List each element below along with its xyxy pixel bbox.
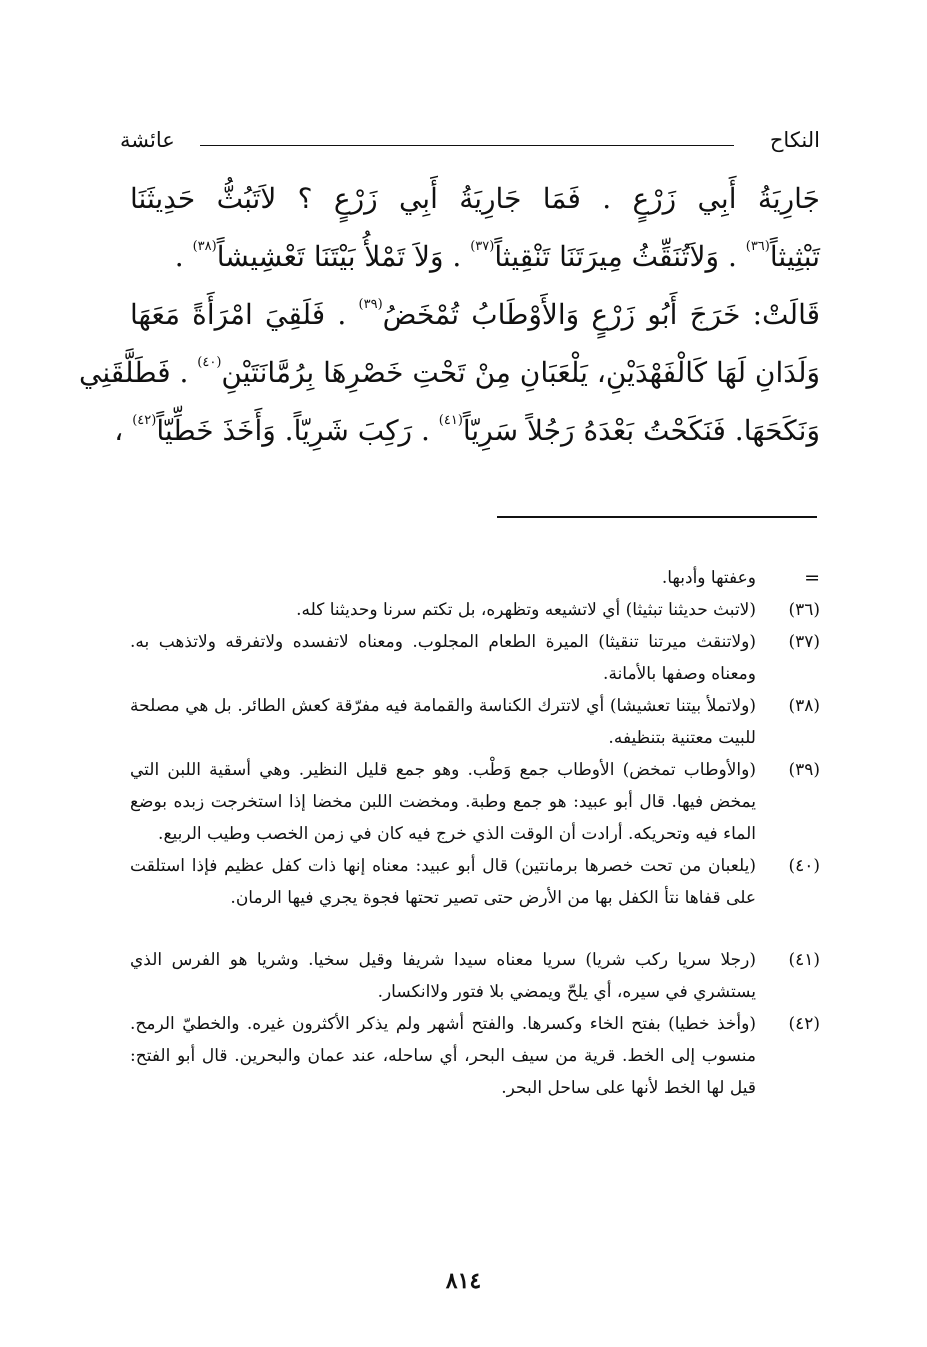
footnote-39 [130,754,820,850]
chapter-title: النكاح [769,128,820,152]
footnote-text: (وأخذ خطيا) بفتح الخاء وكسرها. والفتح أشهر ولم يذكر الأكثرون غيره. والخطيّ الرمح. منسوب إلى الخط. قرية من سيف البحر، أي ساحله، عند عمان والبحرين. قال أبو الفتح: قيل لها الخط لأنها على ساحل البحر. [130,1014,756,1098]
footnote-ref-36[interactable]: (٣٦) [745,239,770,254]
main-line-5: وَنَكَحَهَا. فَنَكَحْتُ بَعْدَهُ رَجُلاً سَرِيّاً$^{(٤١)}$ . رَكِبَ شَرِيّاً. وَأَخَذَ خَطِّيّاً$^{(٤٢)}$ ، [114,413,820,447]
header-rule [200,145,734,146]
footnote-text: (رجلا سريا ركب شريا) سريا معناه سيدا شريفا وقيل سخيا. وشريا هو الفرس الذي يستشري في سيره، أي يلحّ ويمضي بلا فتور ولاانكسار. [130,950,756,1002]
page-number: ٨١٤ [445,1268,482,1294]
main-line-3: قَالَتْ: خَرَجَ أَبُو زَرْعٍ وَالأَوْطَابُ تُمْخَضُ$^{(٣٩)}$ . فَلَقِيَ امْرَأَةً مَعَهَا [130,297,820,331]
footnote-38 [130,690,820,754]
footnote-41 [130,944,820,1008]
main-line-4: وَلَدَانِ لَهَا كَالْفَهْدَيْنِ، يَلْعَبَانِ مِنْ تَحْتِ خَصْرِهَا بِرُمَّانَتَيْنِ$^{(٤٠)}$ . فَطَلَّقَنِي [79,355,820,389]
footnote-ref-39[interactable]: (٣٩) [358,297,383,312]
footnote-37 [130,626,820,690]
footnote-number: = [804,567,820,589]
footnote-40 [130,850,820,914]
footnote-ref-42[interactable]: (٤٢) [132,413,157,428]
footnote-ref-40[interactable]: (٤٠) [197,355,222,370]
main-line-2: تَبْثِيثاً$^{(٣٦)}$ . وَلاَتُنَقِّثُ مِيرَتَنَا تَنْقِيثاً$^{(٣٧)}$ . وَلاَ تَمْلأُ بَيْتَنَا تَعْشِيشاً$^{(٣٨)}$ . [174,239,820,273]
footnote-number: (٣٧) [788,632,820,652]
footnote-number: (٣٦) [788,600,820,620]
footnote-text: (ولاتملأ بيتنا تعشيشا) أي لاتترك الكناسة والقمامة فيه مفرّقة كعش الطائر. بل هي مصلحة للبيت معتنية بتنظيفه. [130,696,756,748]
footnote-number: (٣٨) [788,696,820,716]
main-text [79,170,820,460]
footnote-text: وعفتها وأدبها. [661,568,756,588]
footnote-42 [130,1008,820,1104]
footnote-ref-37[interactable]: (٣٧) [470,239,495,254]
footnote-ref-38[interactable]: (٣٨) [192,239,217,254]
footnotes [130,562,820,1104]
footnote-text: (ولاتنقث ميرتنا تنقيثا) الميرة الطعام المجلوب. ومعناه لاتفسده ولاتفرقه ولاتذهب به. ومعناه وصفها بالأمانة. [130,632,756,684]
footnote-text: (يلعبان من تحت خصرها برمانتين) قال أبو عبيد: معناه إنها ذات كفل عظيم فإذا استلقت على قفاها نتأ الكفل بها من الأرض حتى تصير تحتها فجوة يجري فيها الرمان. [130,856,756,908]
running-header [120,128,820,162]
footnote-continuation [130,562,820,594]
footnote-ref-41[interactable]: (٤١) [438,413,463,428]
footnote-36 [130,594,820,626]
footnote-separator [497,516,817,518]
footnote-text: (لاتبث حديثنا تبثيثا) أي لاتشيعه وتظهره، بل تكتم سرنا وحديثنا كله. [296,600,756,620]
footnote-number: (٤٠) [788,856,820,876]
footnote-number: (٤١) [788,950,820,970]
footnote-text: (والأوطاب تمخض) الأوطاب جمع وَطْب. وهو جمع قليل النظير. وهي أسقية اللبن التي يمخض فيها. قال أبو عبيد: هو جمع وطبة. ومخضت اللبن مخضا إذا استخرجت زبده بوضع الماء فيه وتحريكه. أرادت أن الوقت الذي خرج فيه كان في زمن الخصب وطيب الربيع. [130,760,756,844]
main-line-1: جَارِيَةُ أَبِي زَرْعٍ . فَمَا جَارِيَةُ أَبِي زَرْعٍ ؟ لاَتَبُثُّ حَدِيثَنَا [130,182,820,215]
footnote-number: (٣٩) [788,760,820,780]
footnote-number: (٤٢) [788,1014,820,1034]
section-name: عائشة [120,128,175,152]
